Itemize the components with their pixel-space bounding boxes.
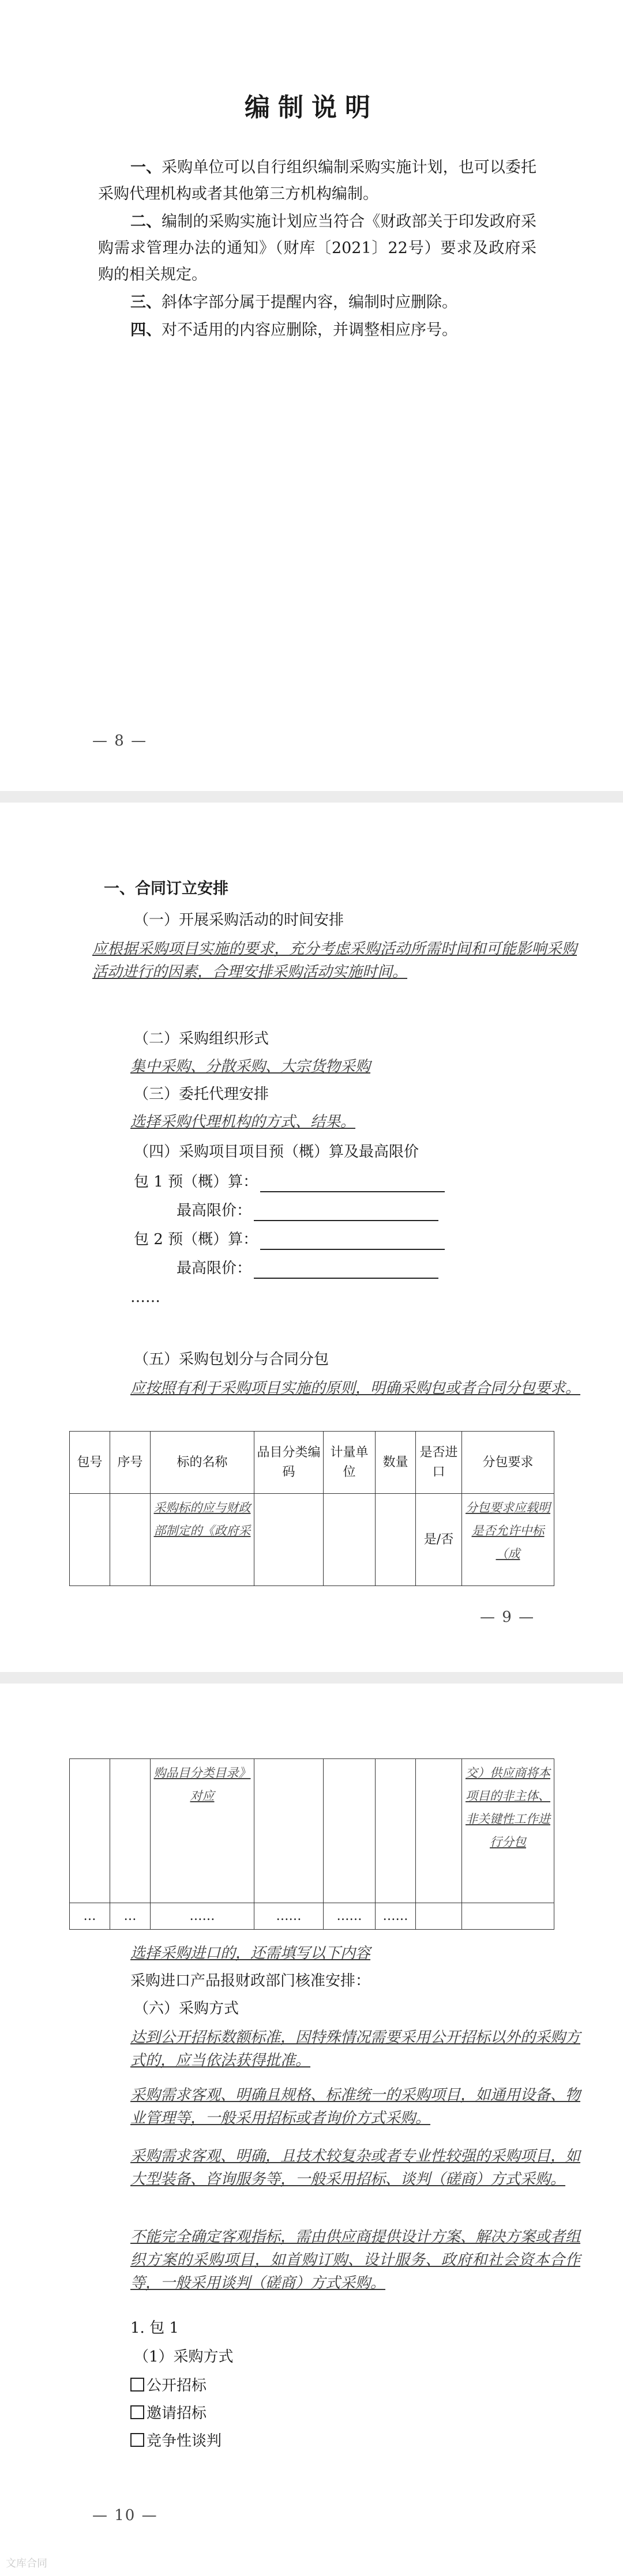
subsection-budget: （四）采购项目项目预（概）算及最高限价 bbox=[134, 1143, 419, 1161]
hint-method-4: 不能完全确定客观指标，需由供应商提供设计方案、解决方案或者组织方案的采购项目，如首购订购、设计服务、政府和社会资本合作等，一般采用谈判（磋商）方式采购。 bbox=[130, 2228, 581, 2292]
document-page-8 bbox=[0, 0, 623, 791]
col-header-package-no: 包号 bbox=[70, 1432, 110, 1494]
page-number: — 10 — bbox=[92, 2507, 158, 2524]
note-item-4: 四、对不适用的内容应删除，并调整相应序号。 bbox=[130, 321, 457, 339]
package-1-label: 1. 包 1 bbox=[130, 2319, 179, 2337]
col-header-unit: 计量单位 bbox=[324, 1432, 376, 1494]
package-table bbox=[69, 1431, 554, 1586]
import-approval-line: 采购进口产品报财政部门核准安排： bbox=[130, 1972, 371, 1990]
section-heading-contract: 一、合同订立安排 bbox=[104, 880, 228, 898]
hint-method-1: 达到公开招标数额标准，因特殊情况需要采用公开招标以外的采购方式的，应当依法获得批准。 bbox=[130, 2029, 581, 2069]
watermark-logo: 文库合同 bbox=[6, 2558, 47, 2570]
checkbox-icon[interactable] bbox=[130, 2405, 144, 2419]
ellipsis: …… bbox=[130, 1289, 160, 1306]
hint-method-2: 采购需求客观、明确且规格、标准统一的采购项目，如通用设备、物业管理等，一般采用招标或者询价方式采购。 bbox=[130, 2087, 581, 2127]
page-title: 编制说明 bbox=[245, 93, 378, 122]
subsection-agency: （三）委托代理安排 bbox=[134, 1086, 269, 1103]
hint-organization: 集中采购、分散采购、大宗货物采购 bbox=[130, 1058, 371, 1075]
table-row bbox=[70, 1494, 554, 1586]
option-open-tender[interactable]: 公开招标 bbox=[130, 2375, 207, 2396]
subsection-time: （一）开展采购活动的时间安排 bbox=[134, 912, 344, 929]
cell-item-name-hint: 采购标的应与财政部制定的《政府采 bbox=[151, 1494, 254, 1586]
document-page-9 bbox=[0, 803, 623, 1672]
pkg2-max-field[interactable] bbox=[254, 1261, 438, 1279]
table-row bbox=[70, 1759, 554, 1903]
note-item-3: 三、斜体字部分属于提醒内容，编制时应删除。 bbox=[130, 293, 457, 311]
cell-imported: 是/否 bbox=[416, 1494, 462, 1586]
col-header-imported: 是否进口 bbox=[416, 1432, 462, 1494]
page-number: — 8 — bbox=[92, 732, 148, 750]
method-label: （1）采购方式 bbox=[134, 2348, 234, 2366]
pkg1-max-row: 最高限价： bbox=[177, 1200, 438, 1221]
option-competitive-negotiation[interactable]: 竞争性谈判 bbox=[130, 2431, 222, 2451]
cell-subcontract-hint-cont: 交）供应商将本项目的非主体、非关键性工作进行分包 bbox=[462, 1759, 554, 1903]
subsection-method: （六）采购方式 bbox=[134, 2000, 239, 2017]
cell-subcontract-hint: 分包要求应载明是否允许中标（成 bbox=[462, 1494, 554, 1586]
subsection-packages: （五）采购包划分与合同分包 bbox=[134, 1351, 329, 1368]
pkg2-budget-row: 包 2 预（概）算： bbox=[134, 1229, 445, 1250]
pkg2-max-row: 最高限价： bbox=[177, 1258, 438, 1279]
col-header-category-code: 品目分类编码 bbox=[254, 1432, 324, 1494]
hint-method-3: 采购需求客观、明确，且技术较复杂或者专业性较强的采购项目，如大型装备、咨询服务等，一般采用招标、谈判（磋商）方式采购。 bbox=[130, 2148, 581, 2188]
table-row-ellipsis: … … …… …… …… …… bbox=[70, 1903, 554, 1930]
pkg1-budget-row: 包 1 预（概）算： bbox=[134, 1172, 445, 1192]
hint-packages: 应按照有利于采购项目实施的原则，明确采购包或者合同分包要求。 bbox=[130, 1380, 581, 1397]
hint-import: 选择采购进口的，还需填写以下内容 bbox=[130, 1945, 371, 1962]
hint-time: 应根据采购项目实施的要求，充分考虑采购活动所需时间和可能影响采购活动进行的因素，合理安排采购活动实施时间。 bbox=[92, 940, 577, 981]
pkg1-max-field[interactable] bbox=[254, 1204, 438, 1221]
col-header-item-name: 标的名称 bbox=[151, 1432, 254, 1494]
notes-list bbox=[98, 155, 536, 345]
col-header-seq-no: 序号 bbox=[110, 1432, 151, 1494]
option-invited-tender[interactable]: 邀请招标 bbox=[130, 2403, 207, 2424]
subsection-organization: （二）采购组织形式 bbox=[134, 1030, 269, 1048]
package-table-continued bbox=[69, 1758, 554, 1930]
pkg2-budget-field[interactable] bbox=[260, 1233, 445, 1250]
page-number: — 9 — bbox=[480, 1609, 535, 1626]
pkg1-budget-field[interactable] bbox=[260, 1175, 445, 1192]
checkbox-icon[interactable] bbox=[130, 2433, 144, 2447]
checkbox-icon[interactable] bbox=[130, 2378, 144, 2392]
document-page-10 bbox=[0, 1684, 623, 2576]
col-header-quantity: 数量 bbox=[376, 1432, 416, 1494]
note-item-1: 一、采购单位可以自行组织编制采购实施计划，也可以委托采购代理机构或者其他第三方机构编制。 bbox=[98, 159, 537, 203]
note-item-2: 二、编制的采购实施计划应当符合《财政部关于印发政府采购需求管理办法的通知》（财库〔2021〕22号）要求及政府采购的相关规定。 bbox=[98, 213, 537, 284]
hint-agency: 选择采购代理机构的方式、结果。 bbox=[130, 1113, 356, 1131]
col-header-subcontract: 分包要求 bbox=[462, 1432, 554, 1494]
table-header-row bbox=[70, 1432, 554, 1494]
cell-item-name-hint-cont: 购品目分类目录》对应 bbox=[151, 1759, 254, 1903]
